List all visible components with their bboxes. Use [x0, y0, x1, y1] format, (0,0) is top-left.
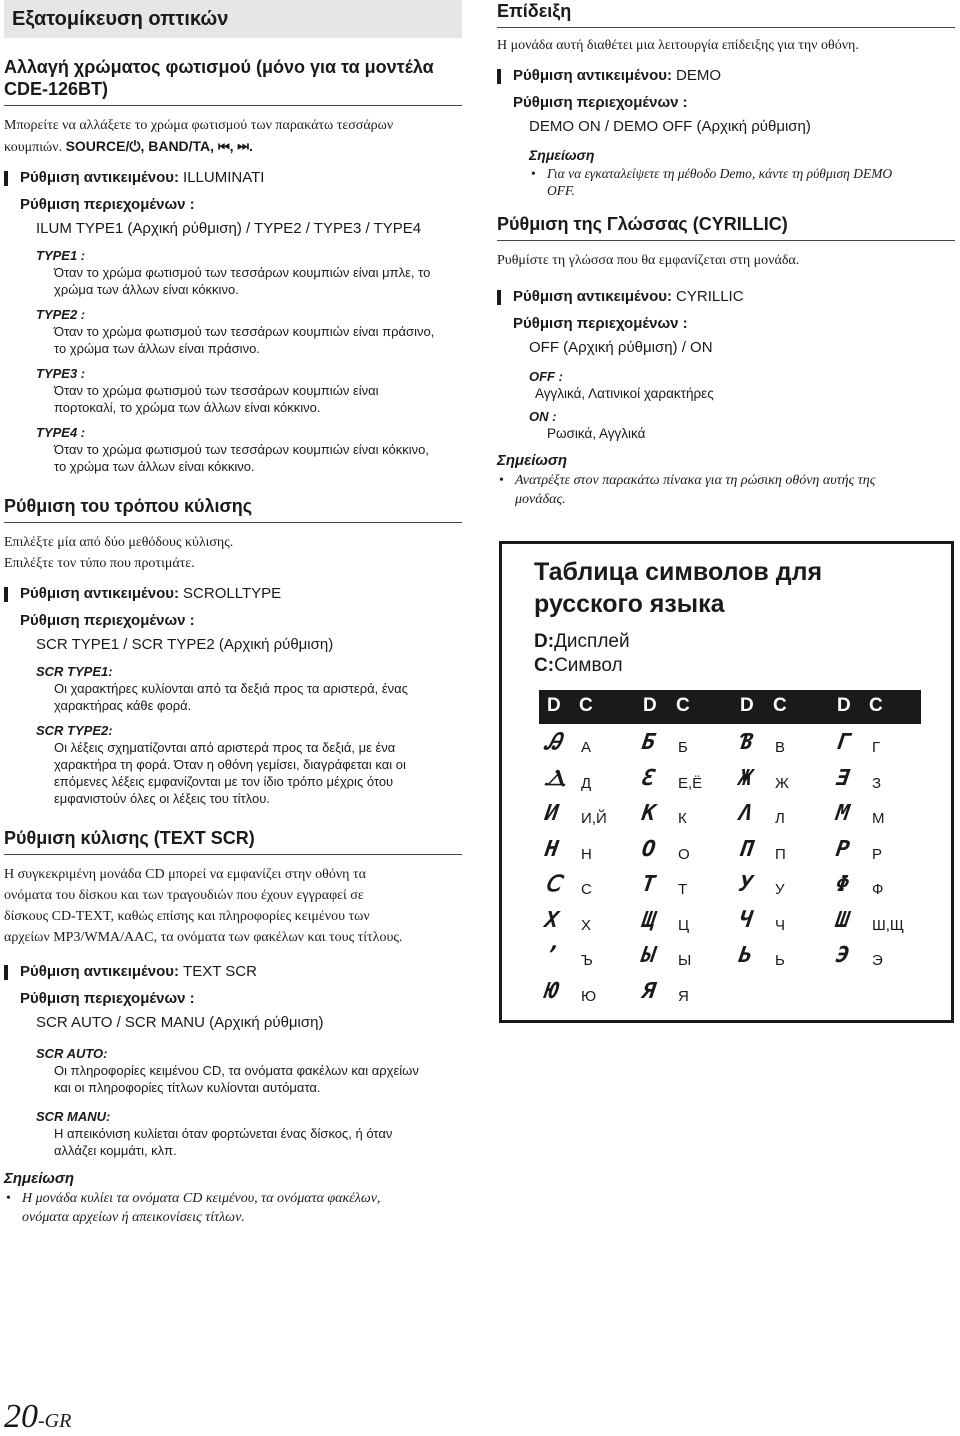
header-d3: D — [740, 695, 754, 716]
scr-type2-desc-3: επόμενες λέξεις εμφανίζονται με τον ίδιο τρόπο μέχρις ότου — [54, 774, 394, 789]
item-marker — [4, 171, 8, 186]
display-glyph: Ш — [834, 907, 851, 933]
character-symbol: Д — [581, 774, 592, 792]
scr-auto-label: SCR AUTO: — [36, 1046, 108, 1061]
lighting-intro-buttons: SOURCE/⏻, BAND/TA, ⏮, ⏭. — [65, 138, 253, 154]
page-number — [4, 1398, 71, 1436]
display-glyph: Н — [543, 836, 560, 862]
type3-desc-2: πορτοκαλί, το χρώμα των άλλων είναι κόκκινο. — [54, 400, 321, 415]
textscr-note-line2: ονόματα αρχείων ή απεικονίσεις τίτλων. — [22, 1210, 245, 1225]
cyrillic-intro: Ρυθμίστε τη γλώσσα που θα εμφανίζεται στη μονάδα. — [497, 253, 800, 268]
display-glyph: Ю — [543, 978, 560, 1004]
scroll-intro-1: Επιλέξτε μία από δύο μεθόδους κύλισης. — [4, 535, 234, 550]
demo-content-label: Ρύθμιση περιεχομένων : — [513, 94, 688, 111]
heading-scroll: Ρύθμιση του τρόπου κύλισης — [4, 495, 462, 523]
character-symbol: Ж — [775, 774, 789, 792]
scr-auto-desc-2: και οι πληροφορίες τίτλων κυλίονται αυτόματα. — [54, 1080, 321, 1095]
header-c2: C — [676, 695, 690, 716]
cyrillic-note-line2: μονάδας. — [515, 492, 566, 507]
table-title-line2: русского языка — [534, 590, 725, 618]
type2-desc-2: το χρώμα των άλλων είναι πράσινο. — [54, 341, 260, 356]
item-value: CYRILLIC — [676, 288, 744, 305]
off-label: OFF : — [529, 369, 563, 384]
russian-character-table — [499, 541, 954, 1023]
demo-note-line1: • Για να εγκαταλείψετε τη μέθοδο Demo, κάντε τη ρύθμιση DEMO — [547, 166, 893, 181]
character-symbol: Ю — [581, 987, 597, 1005]
heading-cyrillic: Ρύθμιση της Γλώσσας (CYRILLIC) — [497, 213, 955, 241]
scr-type2-desc-1: Οι λέξεις σχηματίζονται από αριστερά προς τα δεξιά, με ένα — [54, 740, 396, 755]
legend-c-key: C: — [534, 655, 555, 676]
demo-note-line2: OFF. — [547, 183, 575, 198]
textscr-note — [4, 1189, 462, 1227]
display-glyph: Ɓ — [737, 730, 754, 755]
character-symbol: Ш,Щ — [872, 916, 904, 934]
type3-label: TYPE3 : — [36, 366, 86, 381]
character-symbol: Г — [872, 739, 881, 756]
lighting-intro — [4, 115, 462, 158]
character-symbol: Ц — [678, 916, 690, 934]
character-symbol: С — [581, 881, 592, 898]
display-glyph: Ж — [737, 765, 754, 791]
scr-manu-desc-2: αλλάζει κομμάτι, κλπ. — [54, 1143, 177, 1158]
type3-desc-1: Όταν το χρώμα φωτισμού των τεσσάρων κουμπιών είναι — [54, 383, 379, 398]
character-symbol: Ь — [775, 952, 785, 969]
table-header — [539, 690, 921, 724]
display-glyph: И — [543, 801, 560, 826]
scr-type2-desc-2: χαρακτήρα τη φορά. Όταν η οθόνη γεμίσει, διαγράφεται και οι — [54, 757, 406, 772]
character-symbol: У — [775, 881, 785, 898]
item-label: Ρύθμιση αντικειμένου: — [20, 585, 180, 602]
item-marker — [4, 965, 8, 980]
item-label: Ρύθμιση αντικειμένου: — [20, 963, 180, 980]
character-symbol: К — [678, 810, 687, 827]
display-glyph: Ⅽ — [543, 872, 562, 897]
character-symbol: Ф — [872, 881, 884, 898]
textscr-content-value: SCR AUTO / SCR MANU (Αρχική ρύθμιση) — [36, 1014, 324, 1031]
display-glyph: ʼ — [543, 943, 560, 968]
scr-manu-desc-1: Η απεικόνιση κυλίεται όταν φορτώνεται ένας δίσκος, ή όταν — [54, 1126, 393, 1141]
header-d4: D — [837, 695, 851, 716]
item-value: SCROLLTYPE — [183, 585, 282, 602]
demo-setting-item — [497, 66, 955, 86]
display-glyph: Щ — [640, 907, 657, 933]
textscr-intro-4: αρχείων MP3/WMA/AAC, τα ονόματα των φακέλων και τους τίτλους. — [4, 930, 403, 945]
character-symbol: О — [678, 845, 690, 863]
character-symbol: Л — [775, 810, 785, 827]
display-glyph: Г — [834, 730, 851, 755]
type1-label: TYPE1 : — [36, 248, 86, 263]
table-title-line1: Таблица символов для — [534, 558, 823, 586]
character-symbol: Я — [678, 987, 689, 1005]
scr-type1-desc-1: Οι χαρακτήρες κυλίονται από τα δεξιά προς τα αριστερά, ένας — [54, 681, 408, 696]
textscr-content-label: Ρύθμιση περιεχομένων : — [20, 990, 195, 1007]
cyrillic-note — [497, 471, 955, 509]
scr-type1-desc-2: χαρακτήρας κάθε φορά. — [54, 698, 192, 713]
item-label: Ρύθμιση αντικειμένου: — [513, 288, 673, 305]
character-symbol: М — [872, 810, 885, 827]
lighting-intro-line1: Μπορείτε να αλλάξετε το χρώμα φωτισμού των παρακάτω τεσσάρων — [4, 118, 394, 133]
section-title-visual: Εξατομίκευση οπτικών — [4, 0, 462, 38]
cyrillic-note-heading: Σημείωση — [497, 452, 568, 469]
item-value: TEXT SCR — [183, 963, 257, 980]
page-number-value: 20 — [4, 1398, 38, 1435]
demo-intro: Η μονάδα αυτή διαθέτει μια λειτουργία επίδειξης για την οθόνη. — [497, 38, 859, 53]
textscr-note-heading: Σημείωση — [4, 1170, 75, 1187]
item-marker — [4, 587, 8, 602]
demo-content-value: DEMO ON / DEMO OFF (Αρχική ρύθμιση) — [529, 118, 811, 135]
table-legend — [534, 630, 630, 678]
lighting-setting-item — [4, 168, 462, 188]
cyrillic-content-value: OFF (Αρχική ρύθμιση) / ON — [529, 339, 713, 356]
type2-label: TYPE2 : — [36, 307, 86, 322]
legend-d-text: Дисплей — [554, 631, 630, 652]
item-label: Ρύθμιση αντικειμένου: — [20, 169, 180, 186]
heading-demo: Επίδειξη — [497, 0, 955, 28]
header-c3: C — [773, 695, 787, 716]
character-symbol: З — [872, 774, 882, 792]
cyrillic-setting-item — [497, 287, 955, 307]
cyrillic-note-line1: • Ανατρέξτε στον παρακάτω πίνακα για τη ρώσικη οθόνη αυτής της — [515, 473, 876, 488]
scr-auto-desc-1: Οι πληροφορίες κειμένου CD, τα ονόματα φακέλων και αρχείων — [54, 1063, 419, 1078]
header-c1: C — [579, 695, 593, 716]
character-symbol: Б — [678, 739, 688, 756]
header-d1: D — [547, 695, 561, 716]
scroll-intro-2: Επιλέξτε τον τύπο που προτιμάτε. — [4, 556, 195, 571]
character-symbol: Р — [872, 845, 883, 863]
legend-d-key: D: — [534, 631, 555, 652]
display-glyph: Т — [640, 872, 657, 897]
demo-note — [529, 165, 955, 199]
type4-desc-1: Όταν το χρώμα φωτισμού των τεσσάρων κουμπιών είναι κόκκινο, — [54, 442, 429, 457]
header-d2: D — [643, 695, 657, 716]
scr-type1-label: SCR TYPE1: — [36, 664, 113, 679]
type1-desc-1: Όταν το χρώμα φωτισμού των τεσσάρων κουμπιών είναι μπλε, το — [54, 265, 431, 280]
display-glyph: Ⲇ — [543, 765, 568, 791]
display-glyph: Λ — [737, 801, 754, 826]
item-label: Ρύθμιση αντικειμένου: — [513, 67, 673, 84]
legend-display — [534, 630, 630, 654]
display-glyph: М — [834, 801, 851, 826]
display-glyph: Ǝ — [834, 765, 851, 791]
character-symbol: Т — [678, 881, 688, 898]
table-title — [534, 556, 822, 620]
lighting-intro-line2 — [4, 136, 462, 158]
character-symbol: Н — [581, 845, 592, 863]
character-symbol: П — [775, 845, 786, 863]
item-value: DEMO — [676, 67, 722, 84]
display-glyph: Φ — [834, 872, 851, 897]
character-symbol: Х — [581, 916, 592, 934]
page-number-suffix: -GR — [38, 1410, 72, 1432]
legend-symbol — [534, 654, 630, 678]
on-desc: Ρωσικά, Αγγλικά — [547, 426, 646, 441]
character-symbol: Ч — [775, 916, 785, 934]
textscr-setting-item — [4, 962, 462, 982]
type4-label: TYPE4 : — [36, 425, 86, 440]
type2-desc-1: Όταν το χρώμα φωτισμού των τεσσάρων κουμπιών είναι πράσινο, — [54, 324, 435, 339]
display-glyph: У — [737, 872, 754, 897]
character-symbol: И,Й — [581, 810, 607, 827]
scroll-content-value: SCR TYPE1 / SCR TYPE2 (Αρχική ρύθμιση) — [36, 636, 334, 653]
left-column — [4, 0, 462, 1227]
type4-desc-2: το χρώμα των άλλων είναι κόκκινο. — [54, 459, 255, 474]
display-glyph: Б — [640, 730, 657, 755]
display-glyph: Ο — [640, 836, 657, 862]
lighting-content-label: Ρύθμιση περιεχομένων : — [20, 196, 195, 213]
display-glyph: Ь — [737, 943, 754, 968]
display-glyph: Э — [834, 943, 851, 968]
scroll-setting-item — [4, 584, 462, 604]
character-symbol: Ы — [678, 952, 692, 969]
right-column — [497, 0, 955, 509]
display-glyph: Я — [640, 978, 657, 1004]
item-marker — [497, 290, 501, 305]
character-symbol: Э — [872, 952, 883, 969]
on-label: ON : — [529, 409, 557, 424]
scr-type2-label: SCR TYPE2: — [36, 723, 113, 738]
textscr-intro-3: δίσκους CD-TEXT, καθώς επίσης και πληροφορίες κειμένου των — [4, 909, 370, 924]
heading-lighting: Αλλαγή χρώματος φωτισμού (μόνο για τα μοντέλα CDE-126BT) — [4, 56, 462, 106]
display-glyph: Ч — [737, 907, 754, 933]
character-symbol: В — [775, 739, 786, 756]
lighting-content-value: ILUM TYPE1 (Αρχική ρύθμιση) / TYPE2 / TYPE3 / TYPE4 — [36, 220, 422, 237]
demo-note-heading: Σημείωση — [529, 147, 595, 163]
scroll-content-label: Ρύθμιση περιεχομένων : — [20, 612, 195, 629]
header-c4: C — [869, 695, 883, 716]
textscr-intro-2: ονόματα του δίσκου και των τραγουδιών που έχουν εγγραφεί σε — [4, 888, 364, 903]
textscr-intro-1: Η συγκεκριμένη μονάδα CD μπορεί να εμφανίζει στην οθόνη τα — [4, 867, 366, 882]
textscr-note-line1: • Η μονάδα κυλίει τα ονόματα CD κειμένου, τα ονόματα φακέλων, — [22, 1191, 381, 1206]
display-glyph: Π — [737, 836, 754, 862]
display-glyph: Ꭿ — [543, 730, 562, 755]
display-glyph: Ρ — [834, 836, 851, 862]
character-symbol: А — [581, 739, 592, 756]
display-glyph: Ы — [640, 943, 657, 968]
character-symbol: Е,Ё — [678, 774, 703, 792]
scr-manu-label: SCR MANU: — [36, 1109, 111, 1124]
item-value: ILLUMINATI — [183, 169, 265, 186]
cyrillic-content-label: Ρύθμιση περιεχομένων : — [513, 315, 688, 332]
legend-c-text: Символ — [554, 655, 623, 676]
character-symbol: Ъ — [581, 952, 593, 969]
scr-type2-desc-4: εμφανιστούν όλες οι λέξεις του τίτλου. — [54, 791, 270, 806]
display-glyph: Ɛ — [640, 765, 657, 791]
off-desc: Αγγλικά, Λατινικοί χαρακτήρες — [535, 386, 714, 401]
display-glyph: К — [640, 801, 657, 826]
item-marker — [497, 69, 501, 84]
display-glyph: Χ — [543, 907, 560, 933]
heading-textscr: Ρύθμιση κύλισης (TEXT SCR) — [4, 827, 462, 855]
type1-desc-2: χρώμα των άλλων είναι κόκκινο. — [54, 282, 239, 297]
lighting-intro-prefix: κουμπιών. — [4, 140, 63, 155]
